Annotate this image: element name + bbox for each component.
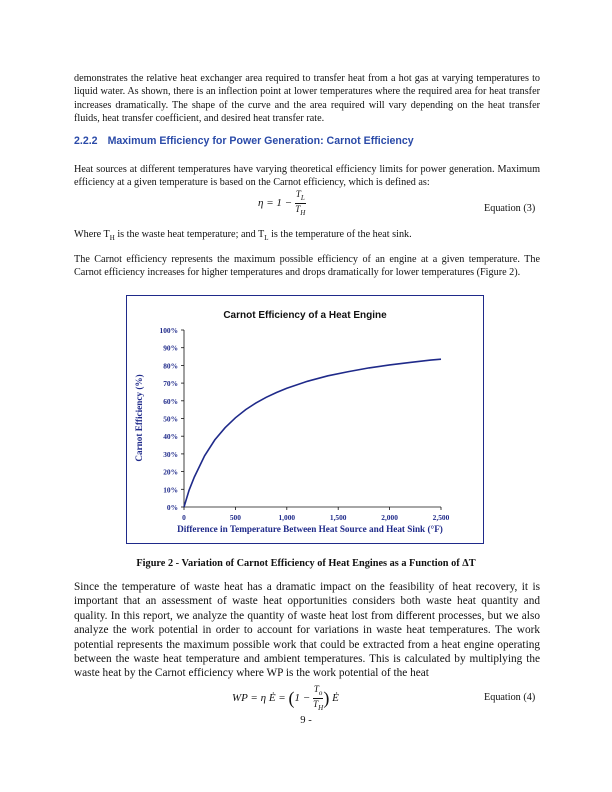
page-number: 9 - <box>300 715 312 726</box>
equation-4: WP = η Ė = (1 − $\frac{T_o}{T_H}$ ) Ė <box>232 684 339 712</box>
x-tick-label: 1,000 <box>278 513 296 522</box>
y-tick-label: 30% <box>163 449 178 459</box>
equation-3-label: Equation (3) <box>484 203 536 214</box>
eq3-num: T <box>295 189 301 199</box>
section-heading <box>74 135 414 147</box>
y-tick-label: 60% <box>163 396 178 406</box>
x-tick-label: 2,000 <box>381 513 398 522</box>
y-tick-label: 10% <box>163 485 178 495</box>
equation-3 <box>258 189 306 218</box>
y-tick-label: 50% <box>163 414 178 424</box>
y-tick-label: 40% <box>163 432 178 442</box>
y-tick-label: 20% <box>163 467 178 477</box>
section-title: Maximum Efficiency for Power Generation: Carnot Efficiency <box>107 135 414 147</box>
where-b-sub: L <box>264 234 269 243</box>
section-number: 2.2.2 <box>74 135 98 147</box>
eq4-num: T <box>313 684 319 694</box>
eq3-num-sub: L <box>300 193 305 202</box>
figure-caption: Figure 2 - Variation of Carnot Efficiency of Heat Engines as a Function of ΔT <box>136 558 476 569</box>
x-tick-label: 1,500 <box>329 513 347 522</box>
eq3-den-sub: H <box>300 208 306 217</box>
y-tick-label: 80% <box>163 361 178 371</box>
eq4-close-paren: ) <box>323 687 330 708</box>
y-axis-label: Carnot Efficiency (%) <box>134 374 144 462</box>
x-axis-label: Difference in Temperature Between Heat Source and Heat Sink (°F) <box>177 524 443 534</box>
where-text <box>74 228 540 245</box>
equation-3-lhs: η = 1 − <box>258 196 293 209</box>
y-tick-label: 0% <box>166 503 178 512</box>
x-tick-label: 0 <box>182 513 186 522</box>
eq4-open-paren: ( <box>288 687 295 708</box>
eq4-num-sub: o <box>318 688 323 697</box>
where-c: is the temperature of the heat sink. <box>268 229 412 240</box>
eq3-den: T <box>295 203 301 214</box>
eq4-den-sub: H <box>318 703 324 712</box>
carnot-paragraph: The Carnot efficiency represents the maximum possible efficiency of an engine at a given temperature. The Carnot efficiency increases for higher temperatures and drops dramatically for lower temperatures (Figure 2). <box>74 254 540 279</box>
equation-4-label: Equation (4) <box>484 692 536 703</box>
equation-4-fraction <box>313 684 324 713</box>
carnot-chart-svg <box>127 296 482 542</box>
carnot-chart <box>126 295 484 544</box>
eq4-den: T <box>313 698 319 709</box>
where-a-sub: H <box>109 234 115 243</box>
eq4-rhs: Ė <box>332 691 339 704</box>
x-tick-label: 500 <box>229 513 241 522</box>
chart-title: Carnot Efficiency of a Heat Engine <box>223 310 387 321</box>
y-tick-label: 100% <box>159 326 178 335</box>
x-tick-label: 2,500 <box>432 513 450 522</box>
y-tick-label: 70% <box>163 379 178 389</box>
y-tick-label: 90% <box>163 343 178 353</box>
intro-paragraph: demonstrates the relative heat exchanger area required to transfer heat from a hot gas at varying temperatures to liquid water. As shown, there is an inflection point at lower temperatures where the required area for heat transfer increases dramatically. The shape of the curve and the area required will vary depending on the heat transfer fluids, heat transfer coefficient, and desired heat transfer rate. <box>74 73 540 124</box>
work-paragraph: Since the temperature of waste heat has a dramatic impact on the feasibility of heat recovery, it is important that an assessment of waste heat opportunities considers both waste heat quantity and quality. In this report, we analyze the quantity of waste heat lost from different processes, but we also analyze the work potential in order to account for variations in waste heat temperatures. The work potential represents the maximum possible work that could be extracted from a heat engine operating between the waste heat temperature and ambient temperatures. This is calculated by multiplying the waste heat by the Carnot efficiency where WP is the work potential of the heat <box>74 581 540 680</box>
equation-3-fraction <box>295 189 306 218</box>
carnot-efficiency-line <box>184 359 441 507</box>
sources-paragraph: Heat sources at different temperatures have varying theoretical efficiency limits for power generation. Maximum efficiency at a given temperature is based on the Carnot efficiency, which is defined as: <box>74 164 540 189</box>
eq4-lhs: WP = η Ė = <box>232 691 286 704</box>
where-a: Where T <box>74 229 110 240</box>
where-b: is the waste heat temperature; and T <box>114 229 265 240</box>
